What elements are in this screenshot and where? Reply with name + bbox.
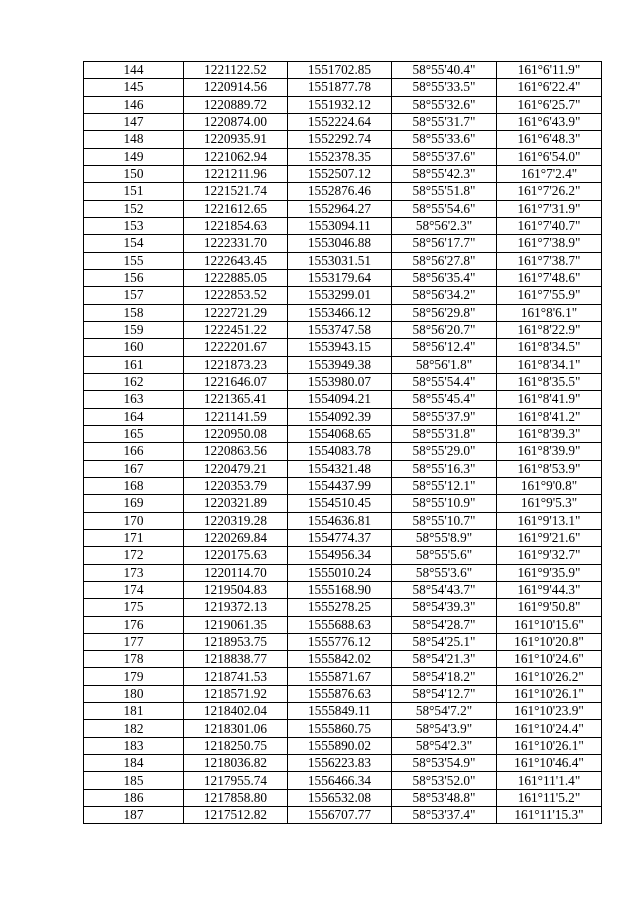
y-coordinate-cell: 1554321.48 — [288, 460, 392, 477]
point-number-cell: 173 — [84, 564, 184, 581]
x-coordinate-cell: 1219504.83 — [184, 581, 288, 598]
coordinates-table-body — [84, 62, 602, 824]
longitude-cell: 161°9'21.6" — [497, 529, 602, 546]
y-coordinate-cell: 1554636.81 — [288, 512, 392, 529]
longitude-cell: 161°8'53.9" — [497, 460, 602, 477]
latitude-cell: 58°54'28.7" — [392, 616, 497, 633]
table-row — [84, 547, 602, 564]
point-number-cell: 170 — [84, 512, 184, 529]
point-number-cell: 150 — [84, 165, 184, 182]
latitude-cell: 58°55'31.8" — [392, 425, 497, 442]
latitude-cell: 58°55'54.4" — [392, 373, 497, 390]
point-number-cell: 149 — [84, 148, 184, 165]
x-coordinate-cell: 1222451.22 — [184, 321, 288, 338]
x-coordinate-cell: 1218402.04 — [184, 703, 288, 720]
latitude-cell: 58°53'48.8" — [392, 789, 497, 806]
longitude-cell: 161°6'54.0" — [497, 148, 602, 165]
y-coordinate-cell: 1554774.37 — [288, 529, 392, 546]
latitude-cell: 58°54'25.1" — [392, 633, 497, 650]
y-coordinate-cell: 1555842.02 — [288, 651, 392, 668]
y-coordinate-cell: 1556707.77 — [288, 807, 392, 824]
point-number-cell: 168 — [84, 477, 184, 494]
y-coordinate-cell: 1554092.39 — [288, 408, 392, 425]
longitude-cell: 161°8'34.5" — [497, 339, 602, 356]
longitude-cell: 161°7'38.9" — [497, 235, 602, 252]
y-coordinate-cell: 1552378.35 — [288, 148, 392, 165]
longitude-cell: 161°10'26.2" — [497, 668, 602, 685]
x-coordinate-cell: 1221873.23 — [184, 356, 288, 373]
y-coordinate-cell: 1553466.12 — [288, 304, 392, 321]
table-row — [84, 96, 602, 113]
point-number-cell: 144 — [84, 62, 184, 79]
point-number-cell: 145 — [84, 79, 184, 96]
y-coordinate-cell: 1555876.63 — [288, 685, 392, 702]
latitude-cell: 58°55'10.9" — [392, 495, 497, 512]
point-number-cell: 161 — [84, 356, 184, 373]
table-row — [84, 235, 602, 252]
latitude-cell: 58°54'39.3" — [392, 599, 497, 616]
point-number-cell: 165 — [84, 425, 184, 442]
table-row — [84, 599, 602, 616]
longitude-cell: 161°6'25.7" — [497, 96, 602, 113]
x-coordinate-cell: 1220175.63 — [184, 547, 288, 564]
y-coordinate-cell: 1552964.27 — [288, 200, 392, 217]
x-coordinate-cell: 1222853.52 — [184, 287, 288, 304]
longitude-cell: 161°10'23.9" — [497, 703, 602, 720]
y-coordinate-cell: 1553046.88 — [288, 235, 392, 252]
y-coordinate-cell: 1551932.12 — [288, 96, 392, 113]
longitude-cell: 161°9'0.8" — [497, 477, 602, 494]
x-coordinate-cell: 1222201.67 — [184, 339, 288, 356]
y-coordinate-cell: 1552876.46 — [288, 183, 392, 200]
coordinates-table — [83, 61, 602, 824]
y-coordinate-cell: 1554956.34 — [288, 547, 392, 564]
longitude-cell: 161°9'13.1" — [497, 512, 602, 529]
table-row — [84, 131, 602, 148]
y-coordinate-cell: 1555849.11 — [288, 703, 392, 720]
latitude-cell: 58°55'51.8" — [392, 183, 497, 200]
x-coordinate-cell: 1219372.13 — [184, 599, 288, 616]
table-row — [84, 495, 602, 512]
x-coordinate-cell: 1220321.89 — [184, 495, 288, 512]
x-coordinate-cell: 1220914.56 — [184, 79, 288, 96]
latitude-cell: 58°55'37.9" — [392, 408, 497, 425]
table-row — [84, 287, 602, 304]
point-number-cell: 172 — [84, 547, 184, 564]
y-coordinate-cell: 1555010.24 — [288, 564, 392, 581]
longitude-cell: 161°11'5.2" — [497, 789, 602, 806]
table-row — [84, 408, 602, 425]
longitude-cell: 161°10'15.6" — [497, 616, 602, 633]
x-coordinate-cell: 1221646.07 — [184, 373, 288, 390]
y-coordinate-cell: 1555776.12 — [288, 633, 392, 650]
x-coordinate-cell: 1219061.35 — [184, 616, 288, 633]
latitude-cell: 58°54'7.2" — [392, 703, 497, 720]
x-coordinate-cell: 1221141.59 — [184, 408, 288, 425]
table-row — [84, 633, 602, 650]
longitude-cell: 161°6'43.9" — [497, 113, 602, 130]
longitude-cell: 161°7'48.6" — [497, 269, 602, 286]
latitude-cell: 58°54'3.9" — [392, 720, 497, 737]
longitude-cell: 161°7'40.7" — [497, 217, 602, 234]
x-coordinate-cell: 1220353.79 — [184, 477, 288, 494]
point-number-cell: 151 — [84, 183, 184, 200]
latitude-cell: 58°54'18.2" — [392, 668, 497, 685]
latitude-cell: 58°55'32.6" — [392, 96, 497, 113]
y-coordinate-cell: 1554437.99 — [288, 477, 392, 494]
longitude-cell: 161°6'11.9" — [497, 62, 602, 79]
latitude-cell: 58°55'16.3" — [392, 460, 497, 477]
y-coordinate-cell: 1555278.25 — [288, 599, 392, 616]
x-coordinate-cell: 1218250.75 — [184, 737, 288, 754]
y-coordinate-cell: 1551877.78 — [288, 79, 392, 96]
y-coordinate-cell: 1556466.34 — [288, 772, 392, 789]
point-number-cell: 187 — [84, 807, 184, 824]
table-row — [84, 668, 602, 685]
point-number-cell: 155 — [84, 252, 184, 269]
y-coordinate-cell: 1553980.07 — [288, 373, 392, 390]
table-row — [84, 373, 602, 390]
latitude-cell: 58°54'2.3" — [392, 737, 497, 754]
x-coordinate-cell: 1222721.29 — [184, 304, 288, 321]
y-coordinate-cell: 1555871.67 — [288, 668, 392, 685]
y-coordinate-cell: 1554083.78 — [288, 443, 392, 460]
latitude-cell: 58°55'33.5" — [392, 79, 497, 96]
point-number-cell: 181 — [84, 703, 184, 720]
y-coordinate-cell: 1553747.58 — [288, 321, 392, 338]
table-row — [84, 651, 602, 668]
table-row — [84, 321, 602, 338]
y-coordinate-cell: 1552507.12 — [288, 165, 392, 182]
latitude-cell: 58°55'33.6" — [392, 131, 497, 148]
latitude-cell: 58°55'12.1" — [392, 477, 497, 494]
latitude-cell: 58°53'52.0" — [392, 772, 497, 789]
longitude-cell: 161°10'46.4" — [497, 755, 602, 772]
x-coordinate-cell: 1222331.70 — [184, 235, 288, 252]
x-coordinate-cell: 1220935.91 — [184, 131, 288, 148]
y-coordinate-cell: 1556532.08 — [288, 789, 392, 806]
x-coordinate-cell: 1222885.05 — [184, 269, 288, 286]
x-coordinate-cell: 1221854.63 — [184, 217, 288, 234]
table-row — [84, 304, 602, 321]
longitude-cell: 161°7'31.9" — [497, 200, 602, 217]
point-number-cell: 153 — [84, 217, 184, 234]
latitude-cell: 58°56'1.8" — [392, 356, 497, 373]
longitude-cell: 161°11'15.3" — [497, 807, 602, 824]
point-number-cell: 182 — [84, 720, 184, 737]
latitude-cell: 58°56'12.4" — [392, 339, 497, 356]
latitude-cell: 58°55'8.9" — [392, 529, 497, 546]
longitude-cell: 161°8'35.5" — [497, 373, 602, 390]
point-number-cell: 174 — [84, 581, 184, 598]
longitude-cell: 161°8'39.9" — [497, 443, 602, 460]
point-number-cell: 175 — [84, 599, 184, 616]
latitude-cell: 58°55'10.7" — [392, 512, 497, 529]
longitude-cell: 161°9'5.3" — [497, 495, 602, 512]
y-coordinate-cell: 1553943.15 — [288, 339, 392, 356]
longitude-cell: 161°10'24.4" — [497, 720, 602, 737]
table-row — [84, 339, 602, 356]
y-coordinate-cell: 1555890.02 — [288, 737, 392, 754]
longitude-cell: 161°9'50.8" — [497, 599, 602, 616]
latitude-cell: 58°56'2.3" — [392, 217, 497, 234]
latitude-cell: 58°55'29.0" — [392, 443, 497, 460]
x-coordinate-cell: 1218953.75 — [184, 633, 288, 650]
point-number-cell: 157 — [84, 287, 184, 304]
latitude-cell: 58°56'17.7" — [392, 235, 497, 252]
x-coordinate-cell: 1218741.53 — [184, 668, 288, 685]
y-coordinate-cell: 1551702.85 — [288, 62, 392, 79]
longitude-cell: 161°10'26.1" — [497, 737, 602, 754]
x-coordinate-cell: 1220889.72 — [184, 96, 288, 113]
point-number-cell: 171 — [84, 529, 184, 546]
y-coordinate-cell: 1554094.21 — [288, 391, 392, 408]
point-number-cell: 162 — [84, 373, 184, 390]
point-number-cell: 164 — [84, 408, 184, 425]
point-number-cell: 179 — [84, 668, 184, 685]
longitude-cell: 161°9'32.7" — [497, 547, 602, 564]
y-coordinate-cell: 1556223.83 — [288, 755, 392, 772]
table-row — [84, 62, 602, 79]
longitude-cell: 161°10'24.6" — [497, 651, 602, 668]
table-row — [84, 564, 602, 581]
x-coordinate-cell: 1220269.84 — [184, 529, 288, 546]
table-row — [84, 148, 602, 165]
latitude-cell: 58°55'40.4" — [392, 62, 497, 79]
latitude-cell: 58°55'31.7" — [392, 113, 497, 130]
y-coordinate-cell: 1553179.64 — [288, 269, 392, 286]
table-row — [84, 616, 602, 633]
y-coordinate-cell: 1553094.11 — [288, 217, 392, 234]
point-number-cell: 186 — [84, 789, 184, 806]
table-row — [84, 685, 602, 702]
point-number-cell: 158 — [84, 304, 184, 321]
y-coordinate-cell: 1552292.74 — [288, 131, 392, 148]
latitude-cell: 58°56'35.4" — [392, 269, 497, 286]
point-number-cell: 163 — [84, 391, 184, 408]
x-coordinate-cell: 1221062.94 — [184, 148, 288, 165]
table-row — [84, 165, 602, 182]
table-row — [84, 789, 602, 806]
table-row — [84, 703, 602, 720]
latitude-cell: 58°55'37.6" — [392, 148, 497, 165]
longitude-cell: 161°7'55.9" — [497, 287, 602, 304]
longitude-cell: 161°7'26.2" — [497, 183, 602, 200]
x-coordinate-cell: 1217512.82 — [184, 807, 288, 824]
table-row — [84, 460, 602, 477]
x-coordinate-cell: 1220863.56 — [184, 443, 288, 460]
point-number-cell: 166 — [84, 443, 184, 460]
latitude-cell: 58°53'37.4" — [392, 807, 497, 824]
latitude-cell: 58°56'20.7" — [392, 321, 497, 338]
table-row — [84, 477, 602, 494]
point-number-cell: 159 — [84, 321, 184, 338]
y-coordinate-cell: 1554068.65 — [288, 425, 392, 442]
x-coordinate-cell: 1221521.74 — [184, 183, 288, 200]
longitude-cell: 161°8'34.1" — [497, 356, 602, 373]
point-number-cell: 176 — [84, 616, 184, 633]
longitude-cell: 161°7'38.7" — [497, 252, 602, 269]
table-row — [84, 269, 602, 286]
point-number-cell: 184 — [84, 755, 184, 772]
point-number-cell: 183 — [84, 737, 184, 754]
point-number-cell: 152 — [84, 200, 184, 217]
x-coordinate-cell: 1218301.06 — [184, 720, 288, 737]
table-row — [84, 807, 602, 824]
latitude-cell: 58°55'3.6" — [392, 564, 497, 581]
longitude-cell: 161°8'39.3" — [497, 425, 602, 442]
longitude-cell: 161°11'1.4" — [497, 772, 602, 789]
table-row — [84, 755, 602, 772]
x-coordinate-cell: 1221122.52 — [184, 62, 288, 79]
longitude-cell: 161°8'41.2" — [497, 408, 602, 425]
table-row — [84, 772, 602, 789]
point-number-cell: 178 — [84, 651, 184, 668]
y-coordinate-cell: 1553031.51 — [288, 252, 392, 269]
latitude-cell: 58°55'54.6" — [392, 200, 497, 217]
y-coordinate-cell: 1553299.01 — [288, 287, 392, 304]
latitude-cell: 58°56'34.2" — [392, 287, 497, 304]
x-coordinate-cell: 1221612.65 — [184, 200, 288, 217]
table-row — [84, 720, 602, 737]
point-number-cell: 160 — [84, 339, 184, 356]
latitude-cell: 58°54'43.7" — [392, 581, 497, 598]
longitude-cell: 161°8'6.1" — [497, 304, 602, 321]
longitude-cell: 161°6'48.3" — [497, 131, 602, 148]
table-row — [84, 529, 602, 546]
point-number-cell: 180 — [84, 685, 184, 702]
longitude-cell: 161°7'2.4" — [497, 165, 602, 182]
longitude-cell: 161°9'44.3" — [497, 581, 602, 598]
longitude-cell: 161°9'35.9" — [497, 564, 602, 581]
table-row — [84, 200, 602, 217]
table-row — [84, 217, 602, 234]
x-coordinate-cell: 1218838.77 — [184, 651, 288, 668]
x-coordinate-cell: 1221365.41 — [184, 391, 288, 408]
point-number-cell: 156 — [84, 269, 184, 286]
point-number-cell: 169 — [84, 495, 184, 512]
point-number-cell: 154 — [84, 235, 184, 252]
latitude-cell: 58°56'27.8" — [392, 252, 497, 269]
table-row — [84, 183, 602, 200]
latitude-cell: 58°55'5.6" — [392, 547, 497, 564]
x-coordinate-cell: 1217955.74 — [184, 772, 288, 789]
table-row — [84, 391, 602, 408]
longitude-cell: 161°8'22.9" — [497, 321, 602, 338]
table-row — [84, 252, 602, 269]
x-coordinate-cell: 1218571.92 — [184, 685, 288, 702]
longitude-cell: 161°8'41.9" — [497, 391, 602, 408]
longitude-cell: 161°6'22.4" — [497, 79, 602, 96]
latitude-cell: 58°56'29.8" — [392, 304, 497, 321]
point-number-cell: 177 — [84, 633, 184, 650]
latitude-cell: 58°54'21.3" — [392, 651, 497, 668]
y-coordinate-cell: 1555860.75 — [288, 720, 392, 737]
x-coordinate-cell: 1217858.80 — [184, 789, 288, 806]
x-coordinate-cell: 1222643.45 — [184, 252, 288, 269]
x-coordinate-cell: 1220479.21 — [184, 460, 288, 477]
table-row — [84, 512, 602, 529]
x-coordinate-cell: 1220114.70 — [184, 564, 288, 581]
y-coordinate-cell: 1555688.63 — [288, 616, 392, 633]
x-coordinate-cell: 1220319.28 — [184, 512, 288, 529]
point-number-cell: 167 — [84, 460, 184, 477]
point-number-cell: 146 — [84, 96, 184, 113]
table-row — [84, 79, 602, 96]
point-number-cell: 147 — [84, 113, 184, 130]
point-number-cell: 185 — [84, 772, 184, 789]
table-row — [84, 443, 602, 460]
table-row — [84, 425, 602, 442]
y-coordinate-cell: 1554510.45 — [288, 495, 392, 512]
table-row — [84, 113, 602, 130]
point-number-cell: 148 — [84, 131, 184, 148]
x-coordinate-cell: 1221211.96 — [184, 165, 288, 182]
x-coordinate-cell: 1220950.08 — [184, 425, 288, 442]
y-coordinate-cell: 1552224.64 — [288, 113, 392, 130]
longitude-cell: 161°10'20.8" — [497, 633, 602, 650]
x-coordinate-cell: 1218036.82 — [184, 755, 288, 772]
longitude-cell: 161°10'26.1" — [497, 685, 602, 702]
latitude-cell: 58°53'54.9" — [392, 755, 497, 772]
table-row — [84, 581, 602, 598]
x-coordinate-cell: 1220874.00 — [184, 113, 288, 130]
y-coordinate-cell: 1555168.90 — [288, 581, 392, 598]
latitude-cell: 58°55'42.3" — [392, 165, 497, 182]
table-row — [84, 356, 602, 373]
table-row — [84, 737, 602, 754]
latitude-cell: 58°54'12.7" — [392, 685, 497, 702]
y-coordinate-cell: 1553949.38 — [288, 356, 392, 373]
latitude-cell: 58°55'45.4" — [392, 391, 497, 408]
